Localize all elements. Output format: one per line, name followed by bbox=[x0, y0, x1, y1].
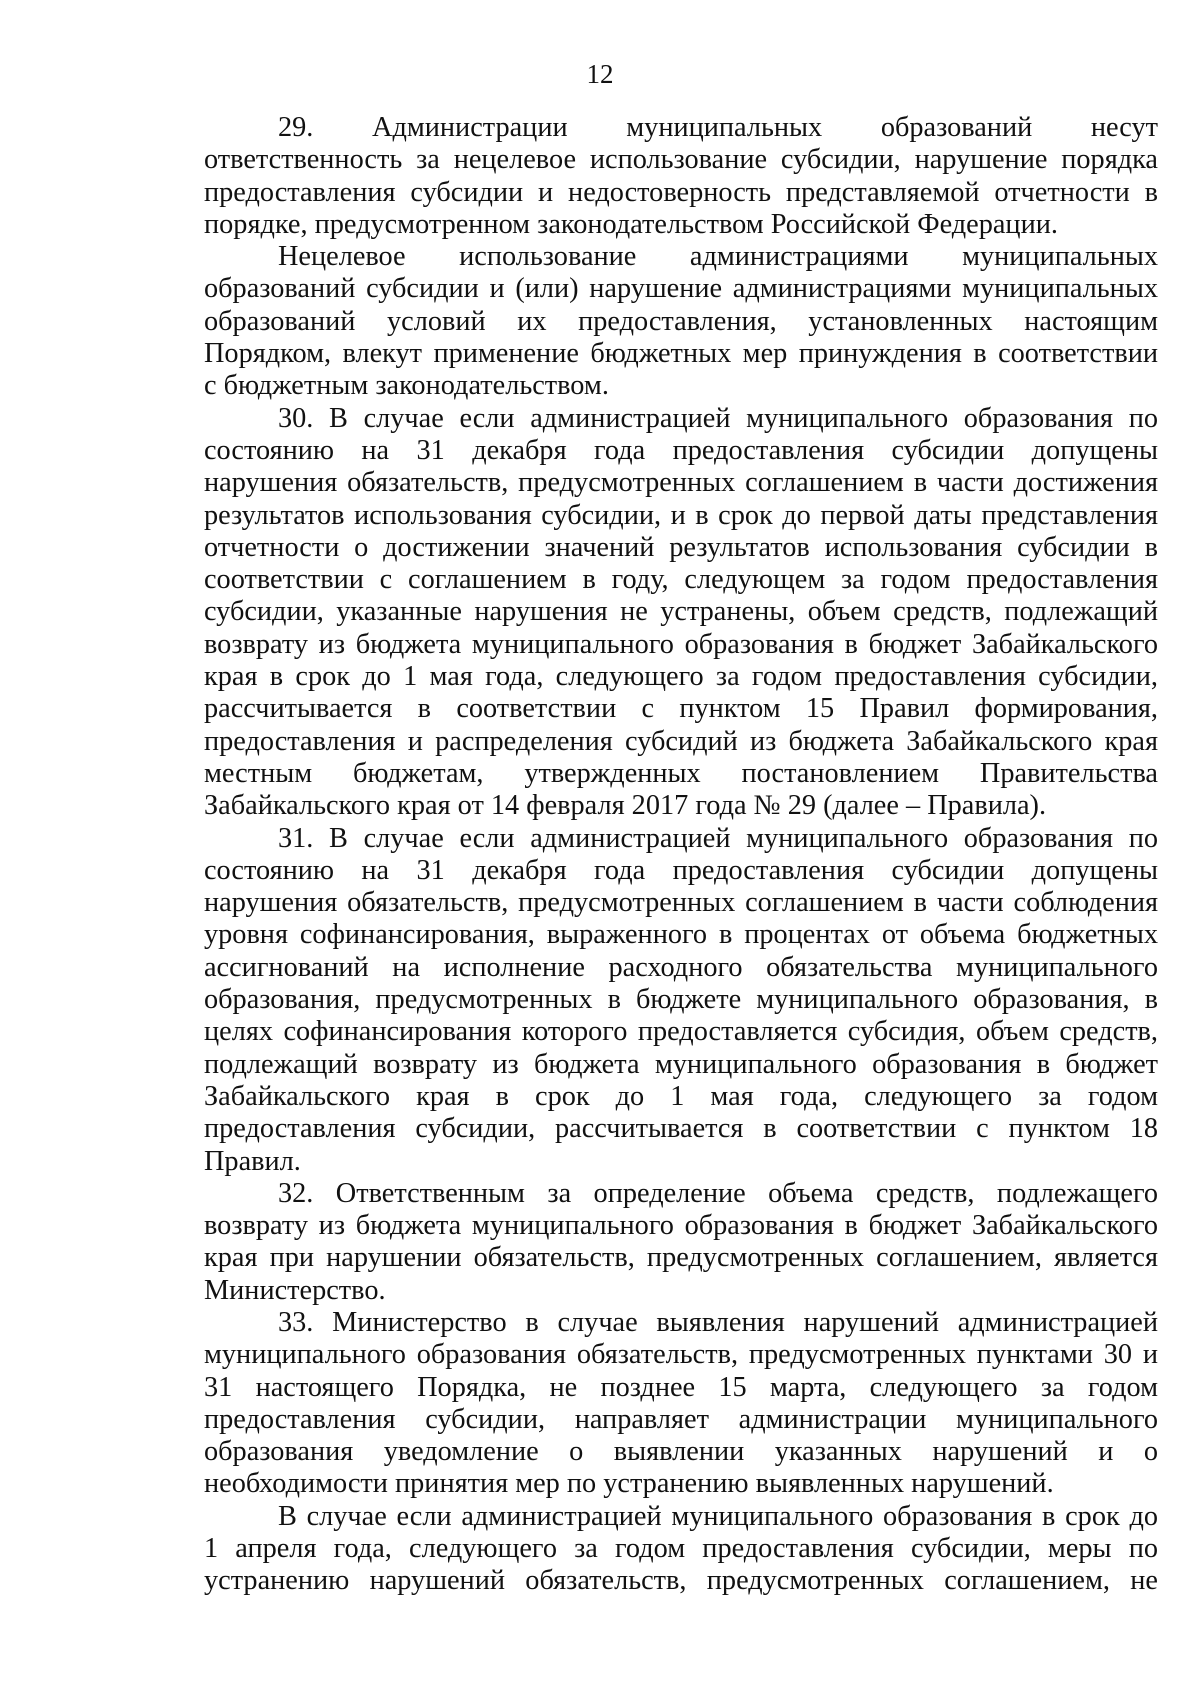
text-line: Забайкальского края от 14 февраля 2017 года № 29 (далее – Правила). bbox=[204, 790, 1047, 822]
text-line: ответственность за нецелевое использование субсидии, нарушение порядка bbox=[204, 144, 1158, 176]
text-line: возврату из бюджета муниципального образования в бюджет Забайкальского bbox=[204, 628, 1158, 660]
text-line: состоянию на 31 декабря года предоставления субсидии допущены bbox=[204, 434, 1158, 466]
text-line: рассчитывается в соответствии с пунктом 15 Правил формирования, bbox=[204, 693, 1158, 725]
text-line: Порядком, влекут применение бюджетных мер принуждения в соответствии bbox=[204, 338, 1158, 370]
text-line: Забайкальского края в срок до 1 мая года, следующего за годом bbox=[204, 1080, 1158, 1112]
text-line: Нецелевое использование администрациями муниципальных bbox=[278, 241, 1158, 273]
text-line: В случае если администрацией муниципального образования в срок до bbox=[278, 1500, 1158, 1532]
text-line: подлежащий возврату из бюджета муниципального образования в бюджет bbox=[204, 1048, 1158, 1080]
text-line: 31 настоящего Порядка, не позднее 15 марта, следующего за годом bbox=[204, 1371, 1158, 1403]
text-line: края при нарушении обязательств, предусмотренных соглашением, является bbox=[204, 1242, 1158, 1274]
text-line: 1 апреля года, следующего за годом предоставления субсидии, меры по bbox=[204, 1533, 1158, 1565]
text-line: устранению нарушений обязательств, предусмотренных соглашением, не bbox=[204, 1565, 1158, 1597]
paragraph bbox=[204, 241, 1158, 402]
text-line: предоставления и распределения субсидий из бюджета Забайкальского края bbox=[204, 725, 1158, 757]
text-line: образования, предусмотренных в бюджете муниципального образования, в bbox=[204, 984, 1158, 1016]
text-line: результатов использования субсидии, и в срок до первой даты представления bbox=[204, 499, 1158, 531]
page-number: 12 bbox=[586, 59, 614, 89]
text-line: возврату из бюджета муниципального образования в бюджет Забайкальского bbox=[204, 1210, 1158, 1242]
paragraph bbox=[204, 403, 1158, 823]
text-line: образований субсидии и (или) нарушение администрациями муниципальных bbox=[204, 273, 1158, 305]
text-line: 30. В случае если администрацией муниципального образования по bbox=[278, 402, 1158, 434]
text-line: муниципального образования обязательств, предусмотренных пунктами 30 и bbox=[204, 1339, 1158, 1371]
paragraph bbox=[204, 1501, 1158, 1598]
paragraph bbox=[204, 823, 1158, 1178]
text-line: Министерство. bbox=[204, 1274, 386, 1306]
text-line: Правил. bbox=[204, 1145, 301, 1177]
text-line: порядке, предусмотренном законодательством Российской Федерации. bbox=[204, 208, 1058, 240]
text-line: отчетности о достижении значений результатов использования субсидии в bbox=[204, 531, 1158, 563]
text-line: 32. Ответственным за определение объема средств, подлежащего bbox=[278, 1177, 1158, 1209]
text-line: предоставления субсидии, направляет администрации муниципального bbox=[204, 1403, 1158, 1435]
text-line: с бюджетным законодательством. bbox=[204, 370, 609, 402]
text-line: местным бюджетам, утвержденных постановлением Правительства bbox=[204, 757, 1158, 789]
text-line: предоставления субсидии, рассчитывается в соответствии с пунктом 18 bbox=[204, 1113, 1158, 1145]
text-line: предоставления субсидии и недостоверность представляемой отчетности в bbox=[204, 176, 1158, 208]
document-body bbox=[204, 112, 1158, 1598]
text-line: уровня софинансирования, выраженного в процентах от объема бюджетных bbox=[204, 919, 1158, 951]
paragraph bbox=[204, 1307, 1158, 1501]
text-line: нарушения обязательств, предусмотренных соглашением в части достижения bbox=[204, 467, 1158, 499]
text-line: субсидии, указанные нарушения не устранены, объем средств, подлежащий bbox=[204, 596, 1158, 628]
text-line: образований условий их предоставления, установленных настоящим bbox=[204, 305, 1158, 337]
text-line: 31. В случае если администрацией муниципального образования по bbox=[278, 822, 1158, 854]
text-line: 33. Министерство в случае выявления нарушений администрацией bbox=[278, 1306, 1158, 1338]
text-line: 29. Администрации муниципальных образований несут bbox=[278, 112, 1158, 143]
text-line: целях софинансирования которого предоставляется субсидия, объем средств, bbox=[204, 1016, 1158, 1048]
text-line: образования уведомление о выявлении указанных нарушений и о bbox=[204, 1436, 1158, 1468]
text-line: необходимости принятия мер по устранению выявленных нарушений. bbox=[204, 1468, 1054, 1500]
text-line: нарушения обязательств, предусмотренных соглашением в части соблюдения bbox=[204, 887, 1158, 919]
text-line: состоянию на 31 декабря года предоставления субсидии допущены bbox=[204, 854, 1158, 886]
text-line: соответствии с соглашением в году, следующем за годом предоставления bbox=[204, 564, 1158, 596]
paragraph bbox=[204, 112, 1158, 241]
paragraph bbox=[204, 1178, 1158, 1307]
text-line: края в срок до 1 мая года, следующего за годом предоставления субсидии, bbox=[204, 661, 1158, 693]
text-line: ассигнований на исполнение расходного обязательства муниципального bbox=[204, 951, 1158, 983]
